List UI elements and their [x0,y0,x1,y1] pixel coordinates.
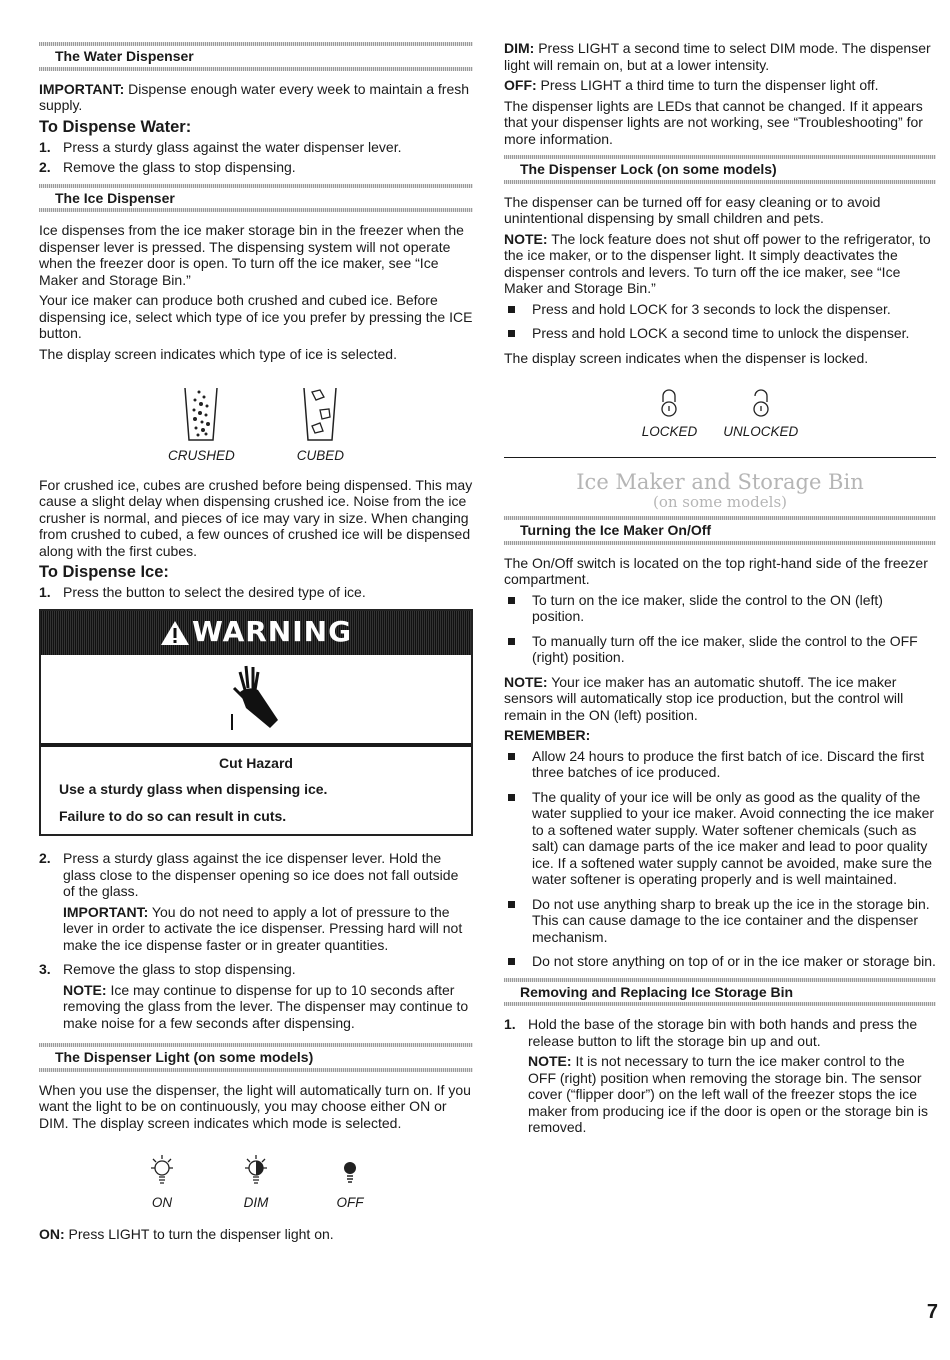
light-off-caption: OFF [336,1195,364,1210]
bullet-text: Do not store anything on top of or in the ice maker or storage bin. [532,953,936,969]
ice-maker-title: Ice Maker and Storage Bin [576,469,864,494]
note-text: The lock feature does not shut off power to the refrigerator, to the ice maker, or to the dispenser light. It simply deactivates the dispenser controls and levers. To turn off the ice maker, see “Ice Maker and Storage Bin.” [504,230,931,296]
list-item [39,961,473,1035]
step-note [63,982,473,1032]
important-label: IMPORTANT: [39,80,125,97]
crushed-ice-icon [181,384,221,444]
note-label: NOTE: [63,981,107,998]
dim-text: Press LIGHT a second time to select DIM mode. The dispenser light will remain on, but at a lower intensity. [504,40,931,73]
bullet-text: Press and hold LOCK a second time to unlock the dispenser. [532,325,910,341]
light-on-caption: ON [151,1195,173,1210]
step-number: 2. [39,850,51,866]
water-important-paragraph [39,81,473,114]
bullet-square [508,306,515,313]
light-dim-icon [241,1153,271,1191]
warning-image-area [41,655,471,747]
crushed-caption: CRUSHED [167,448,235,463]
ice-para-4: For crushed ice, cubes are crushed before being dispensed. This may cause a slight delay when dispensing crushed ice. Noise from the ice crusher is normal, and pieces of ice may vary in size. When changing from crushed to cubed, a few ounces of crushed ice will be dispensed along with the first cubes. [39,476,473,559]
warning-body [41,747,471,835]
ice-maker-subtitle: (on some models) [653,492,787,511]
bullet-square [508,638,515,645]
note-label: NOTE: [504,230,548,247]
page-number: 7 [926,1301,938,1323]
note-text: It is not necessary to turn the ice maker control to the OFF (right) position when removing the storage bin. The sensor cover (“flipper door”) on the left wall of the freezer stops the ice maker from producing ice if the door is open or the storage bin is removed. [528,1053,928,1135]
locked-option [642,384,698,441]
ice-para-3: The display screen indicates which type of ice is selected. [39,345,397,362]
warning-title: WARNING [191,615,353,649]
ice-para-1: Ice dispenses from the ice maker storage bin in the freezer when the dispenser lever is pressed. The dispensing system will not operate when the freezer door is open. To turn off the ice maker, see “Ice Maker and Storage Bin.” [39,222,464,288]
on-label: ON: [39,1225,65,1242]
unlocked-option [723,384,798,441]
list-item [504,633,936,666]
bullet-text: To manually turn off the ice maker, slide the control to the OFF (right) position. [532,632,918,665]
section-divider [504,457,936,458]
step-text: Remove the glass to stop dispensing. [63,159,296,175]
important-label: IMPORTANT: [63,903,149,920]
onoff-para: The On/Off switch is located on the top right-hand side of the freezer compartment. [504,554,928,587]
light-on-paragraph [39,1226,473,1243]
step-note [528,1053,936,1136]
light-off-icon [335,1153,365,1191]
step-text: Hold the base of the storage bin with both hands and press the release button to lift the storage bin up and out. [528,1016,918,1049]
bullet-square [508,958,515,965]
light-dim-option [235,1151,277,1212]
dim-paragraph [504,40,936,73]
lock-icons [504,384,936,441]
bullet-text: Allow 24 hours to produce the first batch of ice. Discard the first three batches of ice produced. [532,747,925,780]
light-dim-caption: DIM [243,1195,269,1210]
cubed-ice-icon [300,384,340,444]
light-on-icon [147,1153,177,1191]
bullet-square [508,330,515,337]
ice-type-icons [39,380,473,465]
warning-header [41,611,471,655]
unlocked-icon [749,386,773,420]
important-text: You do not need to apply a lot of pressure to the lever in order to activate the ice dispenser. Pressing hard will not make the ice dispense faster or in greater quantities. [63,903,463,953]
bullet-square [508,901,515,908]
note-text: Your ice maker has an automatic shutoff. The ice maker sensors will automatically stop ice production, but the control will remain in the ON (left) position. [504,673,904,723]
lock-para-2: The display screen indicates when the dispenser is locked. [504,349,869,366]
list-item [39,139,473,156]
bullet-square [508,753,515,760]
step-text: Press a sturdy glass against the water dispenser lever. [63,138,402,155]
led-paragraph: The dispenser lights are LEDs that cannot be changed. If it appears that your dispenser lights are not working, see “Troubleshooting” for more information. [504,97,923,147]
list-item [39,584,473,601]
on-text: Press LIGHT to turn the dispenser light on. [64,1225,334,1242]
list-item [39,159,473,176]
step-text: Remove the glass to stop dispensing. [63,961,296,977]
off-label: OFF: [504,77,537,93]
note-label: NOTE: [504,673,548,690]
ice-para-2: Your ice maker can produce both crushed and cubed ice. Before dispensing ice, select which type of ice you prefer by pressing the ICE button. [39,292,473,341]
dim-label: DIM: [504,40,535,56]
list-item [504,592,936,625]
off-paragraph [504,77,936,94]
step-important [63,904,473,954]
step-number: 1. [39,584,51,600]
cut-hand-icon [226,664,286,734]
bullet-text: The quality of your ice will be only as good as the quality of the water supplied to your ice maker. Avoid connecting the ice maker to a softened water supply. Water softener chemicals (such as salt) can damage parts of the ice maker and lead to poor quality ice. If a softened water supply cannot be avoided, make sure the water softener is operating properly and is well maintained. [532,788,935,887]
to-dispense-water-heading: To Dispense Water: [39,117,192,136]
list-item [504,301,936,318]
list-item [504,748,936,781]
unlocked-caption: UNLOCKED [723,424,799,439]
dispenser-lock-heading: The Dispenser Lock (on some models) [504,155,936,184]
list-item [504,1016,936,1140]
left-column [39,40,473,1246]
off-text: Press LIGHT a third time to turn the dispenser light off. [536,77,879,93]
step-text: Press a sturdy glass against the ice dispenser lever. Hold the glass close to the dispenser opening so ice does not fall outside of the glass. [63,850,459,899]
bullet-text: Do not use anything sharp to break up the ice in the storage bin. This can cause damage to the ice container and the dispenser mechanism. [532,895,930,945]
to-dispense-ice-heading: To Dispense Ice: [39,563,169,581]
bullet-text: To turn on the ice maker, slide the control to the ON (left) position. [532,591,883,624]
warning-triangle-icon [160,620,190,646]
cubed-ice-option [297,380,344,465]
list-item [504,896,936,946]
bullet-square [508,597,515,604]
crushed-ice-option [168,380,235,465]
water-dispenser-heading: The Water Dispenser [39,42,473,71]
lock-para-1: The dispenser can be turned off for easy cleaning or to avoid unintentional dispensing by small children and pets. [504,193,881,226]
lock-note [504,231,936,297]
step-number: 3. [39,961,51,977]
water-steps [39,139,473,176]
list-item [504,953,936,970]
step-number: 1. [504,1016,516,1032]
remember-heading: REMEMBER: [504,727,591,743]
ice-maker-note [504,674,936,724]
ice-dispenser-heading: The Ice Dispenser [39,184,473,213]
locked-icon [657,386,681,420]
light-mode-icons [39,1151,473,1212]
light-off-option [329,1151,371,1212]
step-number: 2. [39,159,51,175]
right-column [504,40,936,1144]
list-item [504,789,936,888]
warning-line-1: Use a sturdy glass when dispensing ice. [59,781,328,797]
important-text: Dispense enough water every week to maintain a fresh supply. [39,80,470,113]
list-item [39,850,473,957]
step-number: 1. [39,138,51,155]
bullet-square [508,794,515,801]
step-text: Press the button to select the desired type of ice. [63,584,366,600]
list-item [504,325,936,342]
warning-box [39,609,473,837]
bullet-text: Press and hold LOCK for 3 seconds to lock the dispenser. [532,300,891,317]
warning-hazard: Cut Hazard [219,754,293,771]
cubed-caption: CUBED [296,448,345,463]
dispenser-light-heading: The Dispenser Light (on some models) [39,1043,473,1072]
locked-caption: LOCKED [641,424,698,439]
note-text: Ice may continue to dispense for up to 10 seconds after removing the glass from the lever. The dispenser may continue to make noise for a few seconds after dispensing. [63,981,469,1031]
light-on-option [141,1151,183,1212]
warning-line-2: Failure to do so can result in cuts. [59,807,287,824]
light-para-1: When you use the dispenser, the light will automatically turn on. If you want the light to be on continuously, you may choose either ON or DIM. The display screen indicates which mode is selected. [39,1081,471,1131]
storage-bin-heading: Removing and Replacing Ice Storage Bin [504,978,936,1007]
ice-maker-onoff-heading: Turning the Ice Maker On/Off [504,516,936,545]
note-label: NOTE: [528,1053,572,1069]
